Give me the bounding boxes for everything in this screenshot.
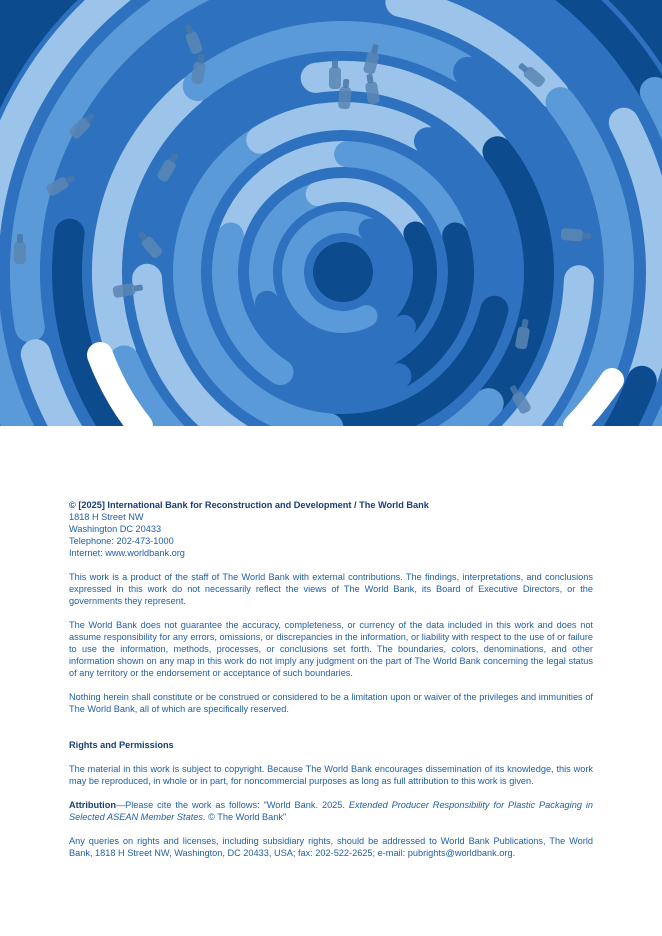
spiral-ring-art bbox=[0, 0, 662, 426]
telephone-line: Telephone: 202-473-1000 bbox=[69, 536, 174, 546]
disclaimer-accuracy: The World Bank does not guarantee the accuracy, completeness, or currency of the data included in this work and does not assume responsibility for any errors, omissions, or discrepancies in the information, or liability with respect to the use of or failure to use the information, methods, processes, or conclusions set forth. The boundaries, colors, denominations, and other information shown on any map in this work do not imply any judgment on the part of The World Bank concerning the legal status of any territory or the endorsement or acceptance of such boundaries. bbox=[69, 620, 593, 678]
rights-body: The material in this work is subject to copyright. Because The World Bank encourages dissemination of its knowledge, this work may be reproduced, in whole or in part, for noncommercial purposes as long as full attribution to this work is given. bbox=[69, 764, 593, 786]
copyright-page-text bbox=[69, 499, 593, 859]
queries-paragraph: Any queries on rights and licenses, including subsidiary rights, should be addressed to World Bank Publications, The World Bank, 1818 H Street NW, Washington, DC 20433, USA; fax: 202-522-2625; e-mail: pubrights@worldbank.org. bbox=[69, 836, 593, 858]
spiral-center bbox=[313, 242, 373, 302]
disclaimer-immunities: Nothing herein shall constitute or be construed or considered to be a limitation upon or waiver of the privileges and immunities of The World Bank, all of which are specifically reserved. bbox=[69, 692, 593, 714]
attribution-paragraph bbox=[69, 799, 593, 823]
address-street: 1818 H Street NW bbox=[69, 512, 144, 522]
attribution-suffix: © The World Bank" bbox=[205, 812, 287, 822]
attribution-label: Attribution bbox=[69, 800, 116, 810]
rights-heading: Rights and Permissions bbox=[69, 740, 174, 750]
attribution-title: Extended Producer Responsibility for Plastic Packaging in Selected ASEAN Member States. bbox=[69, 800, 593, 822]
disclaimer-views: This work is a product of the staff of The World Bank with external contributions. The findings, interpretations, and conclusions expressed in this work do not necessarily reflect the views of The World Bank, its Board of Executive Directors, or the governments they represent. bbox=[69, 572, 593, 606]
cover-illustration bbox=[0, 0, 662, 426]
copyright-line: © [2025] International Bank for Reconstruction and Development / The World Bank bbox=[69, 500, 429, 510]
address-city: Washington DC 20433 bbox=[69, 524, 162, 534]
attribution-prefix: —Please cite the work as follows: "World Bank. 2025. bbox=[115, 800, 349, 810]
internet-line: Internet: www.worldbank.org bbox=[69, 548, 185, 558]
